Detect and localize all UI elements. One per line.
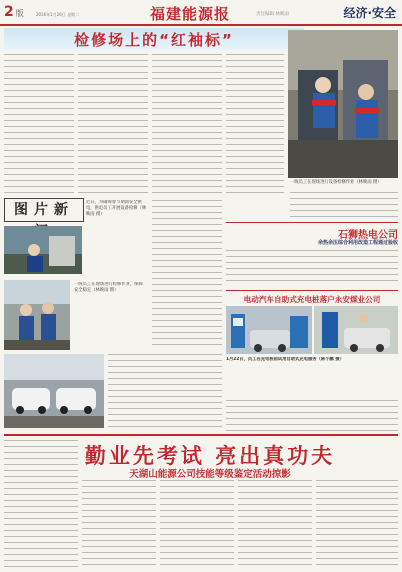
photo-news-caption-2: 一线员工在现场进行检修作业，保障安全稳定（林映雨 摄） bbox=[74, 282, 143, 293]
maintenance-photo bbox=[288, 30, 398, 178]
masthead: 福建能源报 bbox=[150, 5, 231, 23]
article3-body-col5 bbox=[316, 480, 398, 568]
article2-top-rule bbox=[226, 222, 398, 223]
photo-news-label: 图片新 bbox=[4, 198, 84, 222]
article1-body-col6 bbox=[152, 200, 222, 350]
article1-body-col2 bbox=[78, 54, 148, 194]
article3-subheadline: 天湖山能源公司技能等级鉴定活动掠影 bbox=[129, 469, 291, 480]
article2-photo-caption: 1月22日，员工在充电桩前试用自助式充电服务（陈小鹏 摄） bbox=[226, 357, 344, 362]
article2-body bbox=[226, 250, 398, 286]
charging-station-photo bbox=[226, 306, 312, 354]
article3-top-rule bbox=[4, 434, 398, 436]
article2-headline: 石狮热电公司 bbox=[338, 230, 398, 241]
article3-headline: 勤业先考试 亮出真功夫 bbox=[84, 443, 336, 468]
vehicles-caption bbox=[108, 354, 222, 428]
article1-body-col5 bbox=[290, 192, 398, 222]
page-number: 2 版 bbox=[4, 4, 24, 20]
article1-body-col3 bbox=[152, 54, 222, 194]
editor-credit: 责任编辑 林映雨 bbox=[256, 12, 289, 17]
article3-body-col4 bbox=[238, 480, 312, 568]
charging-station-photo-2 bbox=[314, 306, 398, 354]
article1-body-col4 bbox=[226, 54, 284, 194]
article2-subheadline: 余热余压综合利用改造工程通过验收 bbox=[317, 240, 398, 246]
vehicles-photo bbox=[4, 354, 104, 428]
article3-body-col3 bbox=[160, 480, 234, 568]
article3-body-col2 bbox=[82, 480, 156, 568]
photo-news-image-1 bbox=[4, 226, 82, 274]
section-title: 经济·安全 bbox=[343, 6, 396, 20]
photo-news-caption-1: 近日，为确保春节期间安全供电，供电员工开展设备检修（林映雨 摄） bbox=[86, 200, 147, 217]
article2-divider bbox=[226, 290, 398, 291]
photo-news-image-2 bbox=[4, 280, 70, 350]
issue-meta: 2016年1月26日 星期二 bbox=[36, 12, 80, 17]
article1-body-col1 bbox=[4, 54, 74, 194]
article1-headline: 检修场上的“红袖标” bbox=[74, 31, 234, 49]
article1-photo-caption: 一线员工在现场进行设备检修作业（林映雨 摄） bbox=[290, 180, 382, 185]
article2-body-2 bbox=[226, 400, 398, 432]
article2-headline-2: 电动汽车自助式充电桩落户永安煤业公司 bbox=[243, 295, 381, 304]
